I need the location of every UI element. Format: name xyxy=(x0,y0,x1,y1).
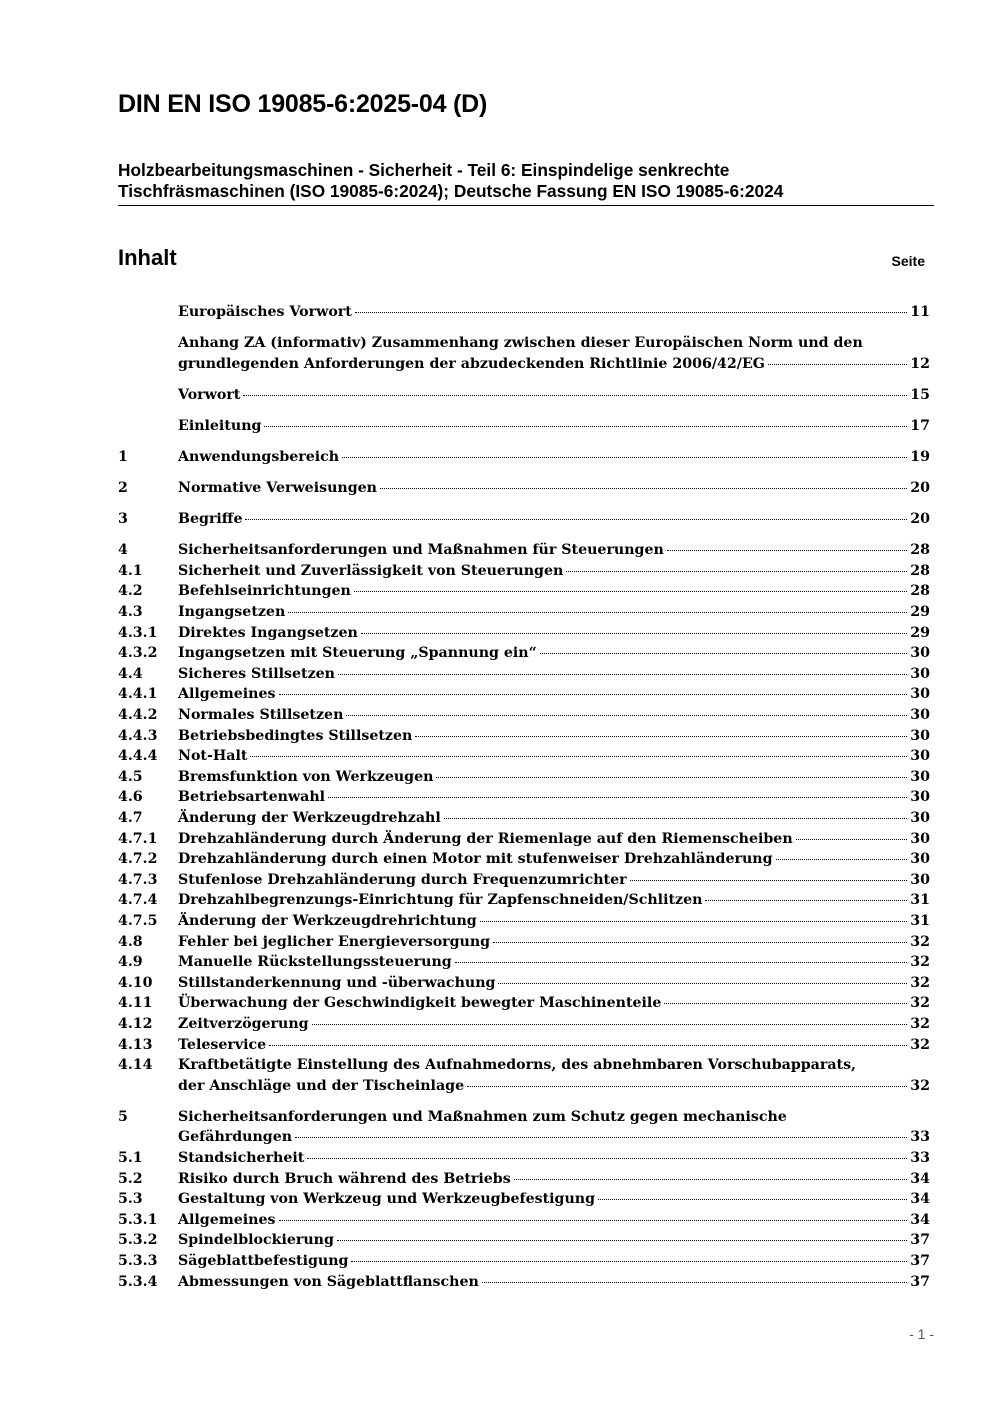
toc-entry-line xyxy=(178,767,930,788)
toc-dot-leader xyxy=(279,694,908,695)
toc-dot-leader xyxy=(493,942,907,943)
toc-entry-page: 28 xyxy=(910,542,930,559)
toc-dot-leader xyxy=(796,839,908,840)
toc-entry-page: 11 xyxy=(910,304,930,320)
toc-entry[interactable] xyxy=(118,1035,930,1056)
toc-entry[interactable] xyxy=(118,540,930,561)
toc-dot-leader xyxy=(279,1220,908,1221)
toc-entry[interactable] xyxy=(118,952,930,973)
toc-entry-page: 32 xyxy=(910,1036,930,1053)
toc-entry-title: Drehzahländerung durch einen Motor mit stufenweiser Drehzahländerung xyxy=(178,851,773,868)
toc-dot-leader xyxy=(337,1240,907,1241)
toc-entry-page: 34 xyxy=(910,1211,930,1228)
toc-entry-body xyxy=(178,705,930,726)
toc-entry-page: 30 xyxy=(910,727,930,744)
toc-entry-title: Gefährdungen xyxy=(178,1129,293,1146)
toc-entry-title: Stufenlose Drehzahländerung durch Frequenzumrichter xyxy=(178,871,627,888)
toc-entry-page: 32 xyxy=(910,1077,930,1094)
toc-entry-page: 31 xyxy=(910,892,930,909)
toc-entry-page: 30 xyxy=(910,768,930,785)
toc-dot-leader xyxy=(354,591,907,592)
toc-entry-number: 1 xyxy=(118,448,128,465)
toc-entry-body xyxy=(178,684,930,705)
toc-dot-leader xyxy=(361,633,907,634)
page-column-label: Seite xyxy=(891,253,925,269)
toc-entry-line xyxy=(178,1127,930,1148)
toc-entry-title: Normales Stillsetzen xyxy=(178,707,344,723)
toc-entry-line xyxy=(178,664,930,685)
toc-entry-number: 5.3.3 xyxy=(118,1252,158,1269)
toc-entry-body xyxy=(178,870,930,891)
toc-entry-title: Not-Halt xyxy=(178,748,248,765)
toc-entry-body xyxy=(178,643,930,664)
toc-entry[interactable] xyxy=(118,1107,930,1148)
toc-entry[interactable] xyxy=(118,870,930,891)
toc-entry-title: Anhang ZA (informativ) Zusammenhang zwischen dieser Europäischen Norm und den xyxy=(178,335,863,352)
toc-entry-line xyxy=(178,952,930,973)
toc-entry-line xyxy=(178,447,930,468)
page-number: - 1 - xyxy=(909,1326,934,1342)
toc-entry-page: 19 xyxy=(910,448,930,465)
toc-entry-page: 37 xyxy=(910,1232,930,1249)
toc-entry[interactable] xyxy=(118,1055,930,1096)
toc-entry-body xyxy=(178,302,930,323)
toc-entry[interactable] xyxy=(118,932,930,953)
toc-entry[interactable] xyxy=(118,561,930,582)
toc-entry-number: 4.6 xyxy=(118,789,143,806)
toc-dot-leader xyxy=(380,488,907,489)
toc-entry-body xyxy=(178,581,930,602)
toc-entry-body xyxy=(178,746,930,767)
toc-entry-body xyxy=(178,540,930,561)
toc-entry-title: Gestaltung von Werkzeug und Werkzeugbefestigung xyxy=(178,1191,596,1208)
toc-entry-number: 4.12 xyxy=(118,1015,153,1032)
toc-entry-title: Allgemeines xyxy=(178,1211,276,1228)
toc-entry-title: Zeitverzögerung xyxy=(178,1015,309,1032)
table-of-contents xyxy=(118,302,930,1292)
toc-entry-title: Einleitung xyxy=(178,417,262,434)
toc-dot-leader xyxy=(346,715,907,716)
toc-entry-line xyxy=(178,385,930,406)
toc-entry-title: Europäisches Vorwort xyxy=(178,304,352,320)
toc-dot-leader xyxy=(630,880,908,881)
toc-entry-line xyxy=(178,540,930,561)
toc-entry-number: 2 xyxy=(118,480,128,497)
toc-entry-number: 4.7.2 xyxy=(118,851,158,868)
toc-entry-page: 30 xyxy=(910,665,930,682)
toc-entry-line xyxy=(178,911,930,932)
toc-entry-line xyxy=(178,302,930,323)
toc-entry-number: 5.3 xyxy=(118,1191,143,1208)
toc-entry-line xyxy=(178,993,930,1014)
toc-entry-page: 17 xyxy=(910,417,930,434)
toc-entry-number: 4.14 xyxy=(118,1057,153,1074)
toc-entry-number: 5.3.2 xyxy=(118,1232,158,1249)
toc-dot-leader xyxy=(288,612,907,613)
toc-entry-page: 30 xyxy=(910,789,930,806)
toc-entry-body xyxy=(178,416,930,437)
toc-dot-leader xyxy=(295,1137,907,1138)
toc-dot-leader xyxy=(667,550,907,551)
toc-entry-title: Sicherheitsanforderungen und Maßnahmen für Steuerungen xyxy=(178,542,664,559)
toc-entry-body xyxy=(178,1107,930,1148)
toc-entry[interactable] xyxy=(118,684,930,705)
toc-entry-body xyxy=(178,1169,930,1190)
toc-entry-line xyxy=(178,1210,930,1231)
toc-entry[interactable] xyxy=(118,767,930,788)
toc-entry[interactable] xyxy=(118,890,930,911)
toc-entry[interactable] xyxy=(118,911,930,932)
toc-entry-body xyxy=(178,602,930,623)
toc-entry-page: 32 xyxy=(910,954,930,971)
toc-entry-page: 30 xyxy=(910,830,930,847)
toc-entry-number: 4.4.3 xyxy=(118,727,158,744)
toc-entry-number: 5 xyxy=(118,1108,128,1125)
toc-entry-page: 30 xyxy=(910,871,930,888)
toc-entry-line xyxy=(178,829,930,850)
toc-entry-number: 4.3.2 xyxy=(118,645,158,662)
toc-entry-title: Normative Verweisungen xyxy=(178,480,377,497)
toc-entry-line xyxy=(178,354,930,375)
toc-entry-body xyxy=(178,1014,930,1035)
toc-entry-number: 4.4.4 xyxy=(118,748,158,765)
toc-entry-page: 28 xyxy=(910,583,930,600)
document-title: DIN EN ISO 19085-6:2025-04 (D) xyxy=(118,90,488,118)
toc-entry[interactable] xyxy=(118,849,930,870)
toc-entry-title: Stillstanderkennung und -überwachung xyxy=(178,974,496,991)
toc-dot-leader xyxy=(467,1086,907,1087)
toc-entry-line xyxy=(178,1230,930,1251)
toc-entry-line xyxy=(178,1169,930,1190)
toc-entry-line xyxy=(178,1189,930,1210)
toc-dot-leader xyxy=(482,1282,907,1283)
title-divider xyxy=(118,205,934,206)
toc-entry-number: 4.3 xyxy=(118,604,143,621)
toc-dot-leader xyxy=(664,1003,907,1004)
toc-entry-page: 28 xyxy=(910,562,930,579)
toc-dot-leader xyxy=(768,364,907,365)
toc-entry-body xyxy=(178,726,930,747)
toc-entry-number: 4.7 xyxy=(118,809,143,826)
toc-entry-body xyxy=(178,1230,930,1251)
toc-entry-title: Sägeblattbefestigung xyxy=(178,1252,349,1269)
toc-dot-leader xyxy=(598,1199,907,1200)
toc-entry-body xyxy=(178,1148,930,1169)
toc-entry-body xyxy=(178,1272,930,1293)
toc-dot-leader xyxy=(307,1158,907,1159)
toc-entry-body xyxy=(178,447,930,468)
toc-entry[interactable] xyxy=(118,623,930,644)
toc-entry-body xyxy=(178,478,930,499)
toc-entry-line xyxy=(178,726,930,747)
toc-entry-number: 4 xyxy=(118,542,128,559)
toc-entry[interactable] xyxy=(118,787,930,808)
toc-entry-title: der Anschläge und der Tischeinlage xyxy=(178,1077,465,1094)
toc-entry[interactable] xyxy=(118,447,930,468)
toc-entry-page: 30 xyxy=(910,851,930,868)
toc-entry-line xyxy=(178,1272,930,1293)
toc-entry-line xyxy=(178,705,930,726)
toc-entry-title: Änderung der Werkzeugdrehzahl xyxy=(178,809,441,826)
toc-entry-line xyxy=(178,478,930,499)
toc-entry-title: Befehlseinrichtungen xyxy=(178,583,351,600)
toc-entry-body xyxy=(178,849,930,870)
toc-entry-page: 12 xyxy=(910,355,930,372)
toc-entry[interactable] xyxy=(118,726,930,747)
toc-entry-line xyxy=(178,808,930,829)
toc-entry-number: 4.7.1 xyxy=(118,830,158,847)
toc-entry-body xyxy=(178,1189,930,1210)
toc-entry-body xyxy=(178,1210,930,1231)
toc-entry-page: 30 xyxy=(910,707,930,723)
toc-entry-title: Manuelle Rückstellungssteuerung xyxy=(178,954,452,971)
toc-entry[interactable] xyxy=(118,1014,930,1035)
toc-entry-title: Teleservice xyxy=(178,1036,267,1053)
toc-entry-title: Abmessungen von Sägeblattflanschen xyxy=(178,1273,479,1290)
toc-entry-title: Kraftbetätigte Einstellung des Aufnahmedorns, des abnehmbaren Vorschubapparats, xyxy=(178,1057,856,1074)
toc-entry-line xyxy=(178,932,930,953)
toc-entry-page: 32 xyxy=(910,995,930,1012)
toc-entry-body xyxy=(178,932,930,953)
toc-entry-title: Standsicherheit xyxy=(178,1149,305,1166)
toc-entry-line xyxy=(178,973,930,994)
toc-entry-body xyxy=(178,333,930,374)
toc-entry-title: Vorwort xyxy=(178,386,241,403)
toc-entry-body xyxy=(178,911,930,932)
toc-dot-leader xyxy=(480,921,908,922)
toc-entry-page: 15 xyxy=(910,386,930,403)
toc-entry-body xyxy=(178,1035,930,1056)
toc-dot-leader xyxy=(312,1024,908,1025)
toc-entry-line xyxy=(178,333,930,354)
toc-entry[interactable] xyxy=(118,385,930,406)
toc-entry[interactable] xyxy=(118,1189,930,1210)
toc-entry[interactable] xyxy=(118,829,930,850)
toc-entry-page: 20 xyxy=(910,480,930,497)
toc-entry[interactable] xyxy=(118,1230,930,1251)
toc-dot-leader xyxy=(264,426,907,427)
toc-entry-page: 33 xyxy=(910,1129,930,1146)
toc-entry-title: Begriffe xyxy=(178,511,243,528)
toc-entry-body xyxy=(178,664,930,685)
toc-entry-number: 4.11 xyxy=(118,995,153,1012)
toc-dot-leader xyxy=(342,457,907,458)
toc-entry[interactable] xyxy=(118,1169,930,1190)
toc-entry-line xyxy=(178,1076,930,1097)
toc-entry-title: Ingangsetzen mit Steuerung „Spannung ein“ xyxy=(178,645,537,662)
toc-entry-title: Ingangsetzen xyxy=(178,604,286,621)
toc-entry-body xyxy=(178,973,930,994)
toc-entry-page: 31 xyxy=(910,912,930,929)
toc-entry-title: Drehzahlbegrenzungs-Einrichtung für Zapfenschneiden/Schlitzen xyxy=(178,892,703,909)
toc-entry-title: Sicherheit und Zuverlässigkeit von Steuerungen xyxy=(178,562,564,579)
toc-entry-body xyxy=(178,509,930,530)
toc-entry[interactable] xyxy=(118,973,930,994)
toc-entry-page: 32 xyxy=(910,1015,930,1032)
toc-entry[interactable] xyxy=(118,416,930,437)
toc-entry-line xyxy=(178,849,930,870)
toc-dot-leader xyxy=(514,1179,908,1180)
toc-dot-leader xyxy=(245,519,907,520)
toc-entry-line xyxy=(178,684,930,705)
toc-entry-line xyxy=(178,1107,930,1128)
toc-entry-number: 5.2 xyxy=(118,1170,143,1187)
subtitle-line: Tischfräsmaschinen (ISO 19085-6:2024); Deutsche Fassung EN ISO 19085-6:2024 xyxy=(118,181,784,201)
toc-entry-line xyxy=(178,1014,930,1035)
toc-entry-page: 30 xyxy=(910,809,930,826)
toc-entry[interactable] xyxy=(118,581,930,602)
toc-dot-leader xyxy=(269,1045,907,1046)
toc-entry-title: Fehler bei jeglicher Energieversorgung xyxy=(178,933,491,950)
toc-entry[interactable] xyxy=(118,664,930,685)
toc-entry[interactable] xyxy=(118,746,930,767)
toc-entry-title: Sicherheitsanforderungen und Maßnahmen zum Schutz gegen mechanische xyxy=(178,1108,787,1125)
toc-entry-body xyxy=(178,767,930,788)
subtitle-line: Holzbearbeitungsmaschinen - Sicherheit - Teil 6: Einspindelige senkrechte xyxy=(118,160,730,180)
document-subtitle xyxy=(118,160,933,202)
toc-entry-line xyxy=(178,746,930,767)
toc-entry[interactable] xyxy=(118,993,930,1014)
toc-dot-leader xyxy=(436,777,907,778)
toc-entry-number: 4.8 xyxy=(118,933,143,950)
toc-entry-line xyxy=(178,1148,930,1169)
toc-entry[interactable] xyxy=(118,1148,930,1169)
toc-entry-number: 4.10 xyxy=(118,974,153,991)
toc-entry[interactable] xyxy=(118,302,930,323)
toc-entry-number: 4.7.3 xyxy=(118,871,158,888)
toc-entry-line xyxy=(178,1055,930,1076)
toc-entry-body xyxy=(178,1251,930,1272)
toc-dot-leader xyxy=(455,962,908,963)
toc-entry-number: 4.3.1 xyxy=(118,624,158,641)
toc-dot-leader xyxy=(415,736,907,737)
toc-entry-number: 4.2 xyxy=(118,583,143,600)
toc-dot-leader xyxy=(540,653,907,654)
toc-entry-title: Allgemeines xyxy=(178,686,276,703)
toc-entry-page: 30 xyxy=(910,645,930,662)
toc-entry[interactable] xyxy=(118,1272,930,1293)
toc-entry[interactable] xyxy=(118,808,930,829)
toc-entry-line xyxy=(178,787,930,808)
toc-dot-leader xyxy=(338,674,907,675)
toc-entry-number: 5.3.4 xyxy=(118,1273,158,1290)
toc-entry-line xyxy=(178,416,930,437)
toc-entry-title: Betriebsbedingtes Stillsetzen xyxy=(178,727,413,744)
toc-entry-number: 4.5 xyxy=(118,768,143,785)
toc-dot-leader xyxy=(250,756,907,757)
toc-entry-line xyxy=(178,509,930,530)
toc-entry-line xyxy=(178,890,930,911)
toc-entry[interactable] xyxy=(118,1251,930,1272)
toc-entry-title: Änderung der Werkzeugdrehrichtung xyxy=(178,912,477,929)
toc-entry-page: 32 xyxy=(910,933,930,950)
toc-entry-page: 32 xyxy=(910,974,930,991)
toc-entry-page: 37 xyxy=(910,1252,930,1269)
toc-entry-page: 29 xyxy=(910,604,930,621)
toc-entry-body xyxy=(178,808,930,829)
toc-entry-title: Sicheres Stillsetzen xyxy=(178,665,335,682)
toc-entry-body xyxy=(178,1055,930,1096)
toc-entry-body xyxy=(178,993,930,1014)
toc-entry-title: Direktes Ingangsetzen xyxy=(178,624,358,641)
toc-entry[interactable] xyxy=(118,643,930,664)
toc-entry-number: 5.1 xyxy=(118,1149,143,1166)
toc-entry-line xyxy=(178,1035,930,1056)
toc-entry-number: 4.4.2 xyxy=(118,707,158,723)
toc-entry-body xyxy=(178,952,930,973)
toc-entry-page: 30 xyxy=(910,686,930,703)
toc-entry-page: 37 xyxy=(910,1273,930,1290)
toc-dot-leader xyxy=(566,571,907,572)
toc-entry-page: 34 xyxy=(910,1170,930,1187)
toc-entry[interactable] xyxy=(118,705,930,726)
toc-entry-body xyxy=(178,623,930,644)
toc-dot-leader xyxy=(444,818,908,819)
toc-entry-number: 4.4.1 xyxy=(118,686,158,703)
toc-entry-line xyxy=(178,1251,930,1272)
toc-entry-title: Bremsfunktion von Werkzeugen xyxy=(178,768,434,785)
toc-dot-leader xyxy=(351,1261,907,1262)
toc-entry-body xyxy=(178,385,930,406)
toc-entry-body xyxy=(178,787,930,808)
toc-entry-title: Anwendungsbereich xyxy=(178,448,340,465)
toc-entry-title: Spindelblockierung xyxy=(178,1232,334,1249)
toc-entry-body xyxy=(178,561,930,582)
toc-entry-page: 33 xyxy=(910,1149,930,1166)
toc-entry-line xyxy=(178,643,930,664)
toc-dot-leader xyxy=(328,797,907,798)
toc-entry-number: 4.13 xyxy=(118,1036,153,1053)
toc-entry-number: 5.3.1 xyxy=(118,1211,158,1228)
toc-entry[interactable] xyxy=(118,509,930,530)
toc-entry[interactable] xyxy=(118,478,930,499)
toc-entry-page: 30 xyxy=(910,748,930,765)
toc-entry-page: 29 xyxy=(910,624,930,641)
toc-entry-number: 4.7.5 xyxy=(118,912,158,929)
toc-entry-title: Überwachung der Geschwindigkeit bewegter Maschinenteile xyxy=(178,995,662,1012)
toc-entry-line xyxy=(178,870,930,891)
toc-entry-title: grundlegenden Anforderungen der abzudeckenden Richtlinie 2006/42/EG xyxy=(178,355,765,372)
toc-entry-page: 20 xyxy=(910,511,930,528)
toc-entry-body xyxy=(178,890,930,911)
toc-entry-body xyxy=(178,829,930,850)
toc-entry-line xyxy=(178,561,930,582)
toc-entry-number: 3 xyxy=(118,511,128,528)
toc-dot-leader xyxy=(705,900,907,901)
toc-entry-line xyxy=(178,602,930,623)
toc-entry-number: 4.4 xyxy=(118,665,143,682)
toc-entry-title: Drehzahländerung durch Änderung der Riemenlage auf den Riemenscheiben xyxy=(178,830,793,847)
toc-entry-line xyxy=(178,623,930,644)
toc-dot-leader xyxy=(776,859,908,860)
toc-heading: Inhalt xyxy=(118,245,177,270)
toc-entry-page: 34 xyxy=(910,1191,930,1208)
toc-entry-number: 4.9 xyxy=(118,954,143,971)
toc-entry[interactable] xyxy=(118,333,930,374)
toc-entry-number: 4.1 xyxy=(118,562,143,579)
toc-entry-title: Risiko durch Bruch während des Betriebs xyxy=(178,1170,511,1187)
toc-entry[interactable] xyxy=(118,1210,930,1231)
toc-entry-number: 4.7.4 xyxy=(118,892,158,909)
toc-dot-leader xyxy=(498,983,907,984)
toc-entry-line xyxy=(178,581,930,602)
toc-entry[interactable] xyxy=(118,602,930,623)
toc-entry-title: Betriebsartenwahl xyxy=(178,789,326,806)
toc-dot-leader xyxy=(243,395,907,396)
toc-dot-leader xyxy=(355,312,907,313)
